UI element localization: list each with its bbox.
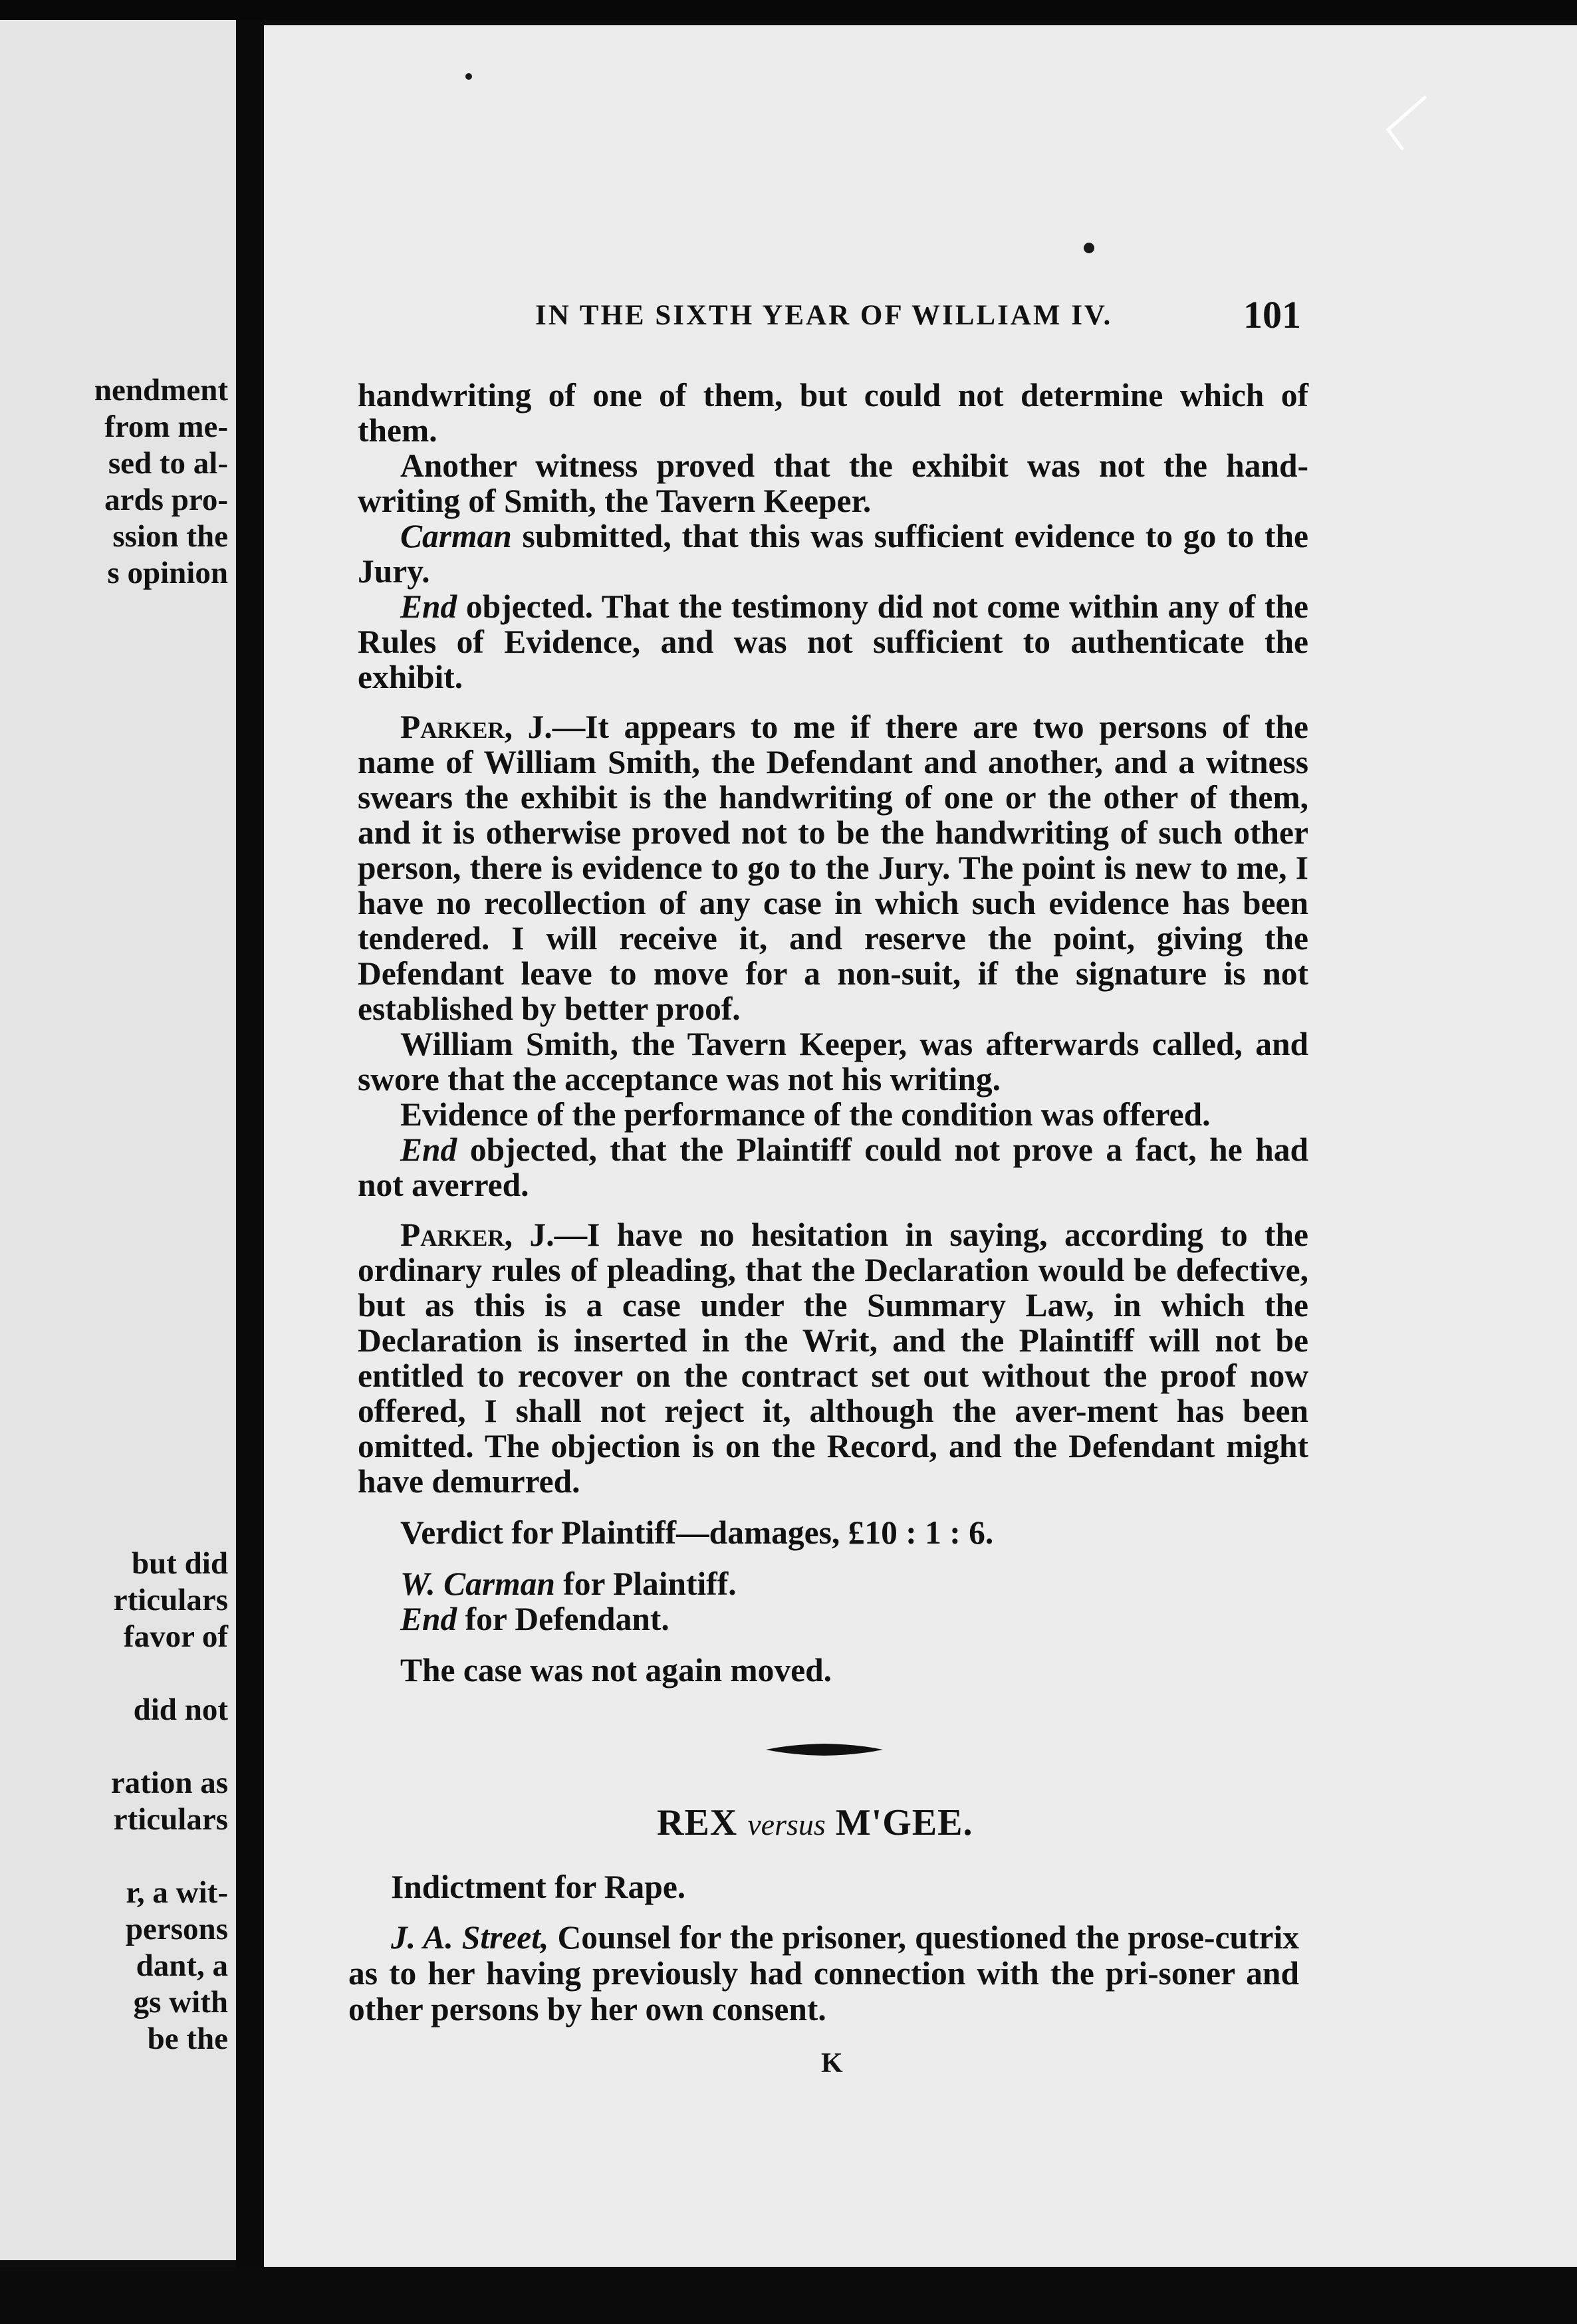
paragraph-text: Counsel for the prisoner, questioned the prose-cutrix as to her having previously had connection with the pri-soner and other persons by her own consent. <box>348 1919 1299 2028</box>
paragraph-text: —I have no hesitation in saying, according to the ordinary rules of pleading, that the Declaration would be defective, but as this is a case under the Summary Law, in which the Declaration is inserted in the Writ, and the Plaintiff will not be entitled to recover on the contract set out without the proof now offered, I shall not reject it, although the aver-ment has been omitted. The objection is on the Record, and the Defendant might have demurred. <box>358 1217 1309 1500</box>
case-report-body <box>348 1869 1299 2028</box>
judge-name: Parker, J. <box>400 1217 554 1253</box>
paragraph-text: objected. That the testimony did not come within any of the Rules of Evidence, and was not sufficient to authenticate the exhibit. <box>358 588 1308 695</box>
running-head: IN THE SIXTH YEAR OF WILLIAM IV. <box>535 300 1113 331</box>
printer-signature-mark: K <box>821 2048 843 2079</box>
left-line: persons <box>125 1912 228 1946</box>
paragraph: Another witness proved that the exhibit was not the hand-writing of Smith, the Tavern Keeper. <box>358 447 1308 519</box>
case-versus: versus <box>747 1807 826 1841</box>
paragraph-text: submitted, that this was sufficient evidence to go to the Jury. <box>358 518 1308 590</box>
left-line: did not <box>133 1692 228 1727</box>
left-line: dant, a <box>136 1948 228 1983</box>
counsel-name: W. Carman <box>400 1566 555 1602</box>
scan-bottom-border <box>0 2267 1577 2324</box>
left-line: ration as <box>110 1766 228 1800</box>
case-title <box>657 1801 973 1844</box>
left-line: favor of <box>123 1619 228 1654</box>
paragraph: handwriting of one of them, but could not determine which of them. <box>358 377 1308 449</box>
paragraph: Evidence of the performance of the condition was offered. <box>400 1096 1211 1133</box>
left-line: from me- <box>104 409 228 444</box>
paragraph <box>358 519 1308 589</box>
paragraph <box>358 709 1308 1026</box>
page-number: 101 <box>1243 293 1301 336</box>
left-line: rticulars <box>113 1802 228 1837</box>
paragraph-text: —It appears to me if there are two persons of the name of William Smith, the Defendant and another, and a witness swears the exhibit is the handwriting of one or the other of them, and it is otherwise proved not to be the handwriting of such other person, there is evidence to go to the Jury. The point is new to me, I have no recollection of any case in which such evidence has been tendered. I will receive it, and reserve the point, giving the Defendant leave to move for a non-suit, if the signature is not established by better proof. <box>358 709 1308 1027</box>
paragraph <box>358 589 1308 695</box>
section-divider-ornament <box>765 1742 884 1758</box>
paragraph <box>358 1132 1308 1203</box>
paragraph <box>358 1217 1308 1499</box>
ink-speck <box>465 73 472 80</box>
case-party: REX <box>657 1802 738 1843</box>
left-line: be the <box>147 2022 228 2056</box>
counsel-role: for Plaintiff. <box>554 1566 737 1602</box>
paragraph-text: objected, that the Plaintiff could not prove a fact, he had not averred. <box>358 1131 1308 1203</box>
left-line: sed to al- <box>108 446 228 481</box>
counsel-line <box>358 1566 1308 1601</box>
counsel-name: End <box>400 1131 457 1168</box>
facing-page-fragment <box>0 20 236 2260</box>
left-line: gs with <box>133 1985 228 2020</box>
case-report-body <box>358 378 1308 1688</box>
counsel-name: End <box>400 588 457 625</box>
left-line: ssion the <box>112 519 228 554</box>
case-party: M'GEE. <box>835 1802 973 1843</box>
left-line: ards pro- <box>104 483 228 517</box>
left-line: s opinion <box>107 556 228 590</box>
paragraph <box>348 1920 1299 2028</box>
page-corner-mark <box>1383 93 1429 153</box>
indictment: Indictment for Rape. <box>391 1869 686 1905</box>
scan-top-border <box>0 0 1577 20</box>
counsel-role: for Defendant. <box>457 1601 669 1637</box>
left-line: but did <box>131 1546 228 1581</box>
closing-line: The case was not again moved. <box>400 1652 832 1688</box>
verdict: Verdict for Plaintiff—damages, £10 : 1 : 6. <box>400 1514 994 1551</box>
counsel-line <box>358 1601 1308 1637</box>
left-line: rticulars <box>113 1583 228 1617</box>
counsel-name: End <box>400 1601 457 1637</box>
book-gutter <box>236 20 264 2324</box>
left-line: nendment <box>94 373 228 407</box>
counsel-name: J. A. Street, <box>391 1919 549 1956</box>
paragraph: William Smith, the Tavern Keeper, was afterwards called, and swore that the acceptance was not his writing. <box>358 1026 1308 1098</box>
counsel-name: Carman <box>400 518 512 554</box>
judge-name: Parker, J. <box>400 709 552 745</box>
left-line: r, a wit- <box>126 1875 228 1910</box>
ink-speck <box>1084 243 1094 253</box>
